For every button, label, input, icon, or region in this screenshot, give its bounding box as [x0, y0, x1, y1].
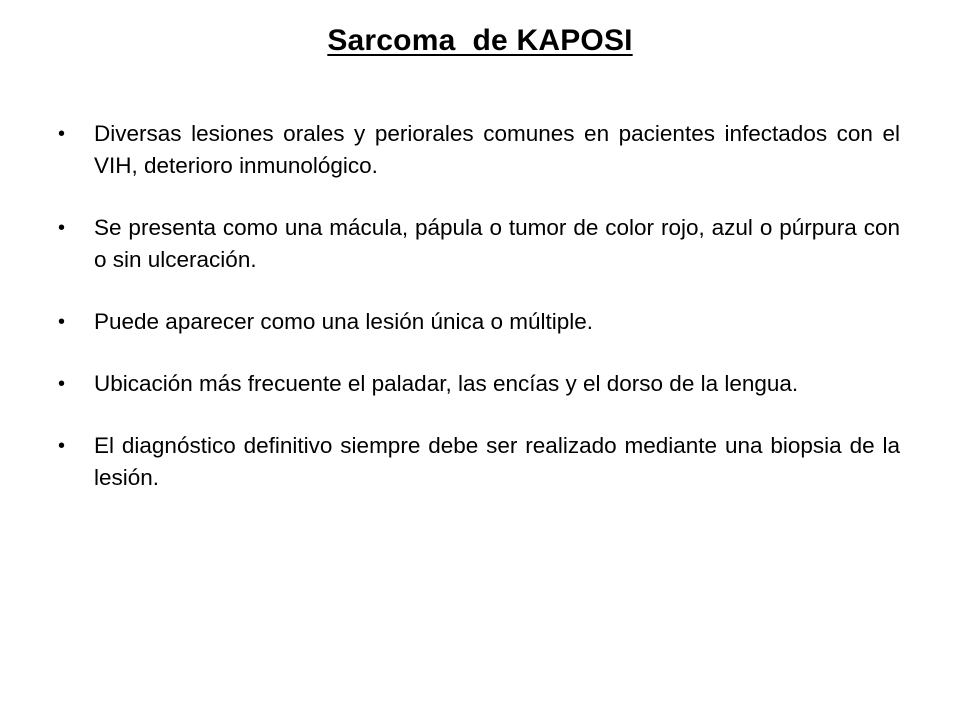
bullet-item: [58, 118, 900, 182]
bullet-icon: •: [58, 123, 66, 145]
bullet-icon: •: [58, 373, 66, 395]
bullet-text: Diversas lesiones orales y periorales comunes en pacientes infectados con el VIH, deterioro inmunológico.: [94, 121, 900, 178]
bullet-text: El diagnóstico definitivo siempre debe ser realizado mediante una biopsia de la lesión.: [94, 433, 900, 490]
bullet-list: [58, 118, 900, 524]
bullet-icon: •: [58, 217, 66, 239]
bullet-text: Se presenta como una mácula, pápula o tumor de color rojo, azul o púrpura con o sin ulceración.: [94, 215, 900, 272]
bullet-icon: •: [58, 311, 66, 333]
bullet-icon: •: [58, 435, 66, 457]
slide-title: Sarcoma de KAPOSI: [327, 24, 633, 57]
bullet-item: [58, 306, 900, 338]
bullet-item: [58, 430, 900, 494]
bullet-item: [58, 212, 900, 276]
bullet-item: [58, 368, 900, 400]
bullet-text: Puede aparecer como una lesión única o múltiple.: [94, 309, 594, 334]
bullet-text: Ubicación más frecuente el paladar, las encías y el dorso de la lengua.: [94, 371, 799, 396]
